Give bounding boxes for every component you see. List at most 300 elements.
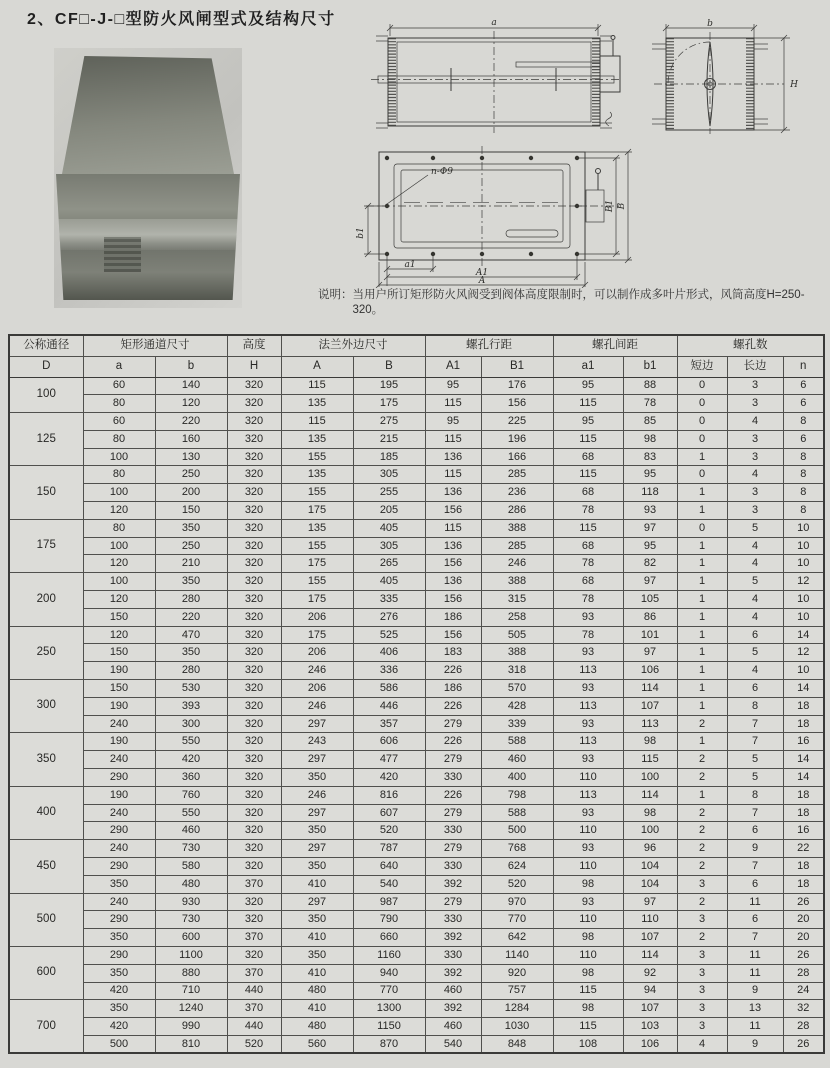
value-cell: 6 (727, 626, 783, 644)
value-cell: 1 (677, 537, 727, 555)
value-cell: 940 (353, 964, 425, 982)
value-cell: 0 (677, 395, 727, 413)
value-cell: 98 (553, 964, 623, 982)
value-cell: 1 (677, 644, 727, 662)
value-cell: 226 (425, 733, 481, 751)
value-cell: 2 (677, 751, 727, 769)
value-cell: 18 (783, 875, 824, 893)
value-cell: 93 (553, 608, 623, 626)
subheader-H: H (227, 356, 281, 377)
subheader-B1: B1 (481, 356, 553, 377)
value-cell: 120 (83, 555, 155, 573)
dim-label-A1: A1 (475, 268, 489, 278)
table-row (9, 573, 824, 591)
value-cell: 10 (783, 591, 824, 609)
value-cell: 80 (83, 395, 155, 413)
value-cell: 6 (727, 911, 783, 929)
value-cell: 18 (783, 804, 824, 822)
value-cell: 410 (281, 875, 353, 893)
value-cell: 970 (481, 893, 553, 911)
value-cell: 220 (155, 413, 227, 431)
value-cell: 300 (155, 715, 227, 733)
value-cell: 2 (677, 840, 727, 858)
value-cell: 206 (281, 644, 353, 662)
value-cell: 392 (425, 929, 481, 947)
value-cell: 236 (481, 484, 553, 502)
value-cell: 226 (425, 697, 481, 715)
value-cell: 1150 (353, 1018, 425, 1036)
value-cell: 2 (677, 715, 727, 733)
value-cell: 150 (155, 502, 227, 520)
value-cell: 255 (353, 484, 425, 502)
value-cell: 405 (353, 573, 425, 591)
value-cell: 660 (353, 929, 425, 947)
value-cell: 297 (281, 804, 353, 822)
value-cell: 28 (783, 964, 824, 982)
value-cell: 8 (783, 448, 824, 466)
damper-vent-patch (104, 237, 141, 272)
subheader-b1: b1 (623, 356, 677, 377)
value-cell: 113 (553, 733, 623, 751)
value-cell: 406 (353, 644, 425, 662)
hole-callout: n-Φ9 (431, 167, 453, 177)
subheader-long-side: 长边 (727, 356, 783, 377)
value-cell: 166 (481, 448, 553, 466)
value-cell: 285 (481, 537, 553, 555)
table-row (9, 911, 824, 929)
value-cell: 80 (83, 466, 155, 484)
value-cell: 240 (83, 751, 155, 769)
value-cell: 320 (227, 626, 281, 644)
value-cell: 115 (425, 430, 481, 448)
value-cell: 320 (227, 751, 281, 769)
value-cell: 350 (83, 929, 155, 947)
table-row (9, 715, 824, 733)
value-cell: 320 (227, 555, 281, 573)
value-cell: 600 (155, 929, 227, 947)
value-cell: 8 (783, 484, 824, 502)
value-cell: 156 (425, 626, 481, 644)
value-cell: 106 (623, 662, 677, 680)
value-cell: 4 (727, 662, 783, 680)
dim-label-h: H (790, 80, 798, 90)
value-cell: 115 (425, 466, 481, 484)
value-cell: 275 (353, 413, 425, 431)
value-cell: 120 (83, 626, 155, 644)
value-cell: 210 (155, 555, 227, 573)
value-cell: 330 (425, 769, 481, 787)
value-cell: 10 (783, 537, 824, 555)
value-cell: 16 (783, 822, 824, 840)
value-cell: 3 (727, 484, 783, 502)
value-cell: 440 (227, 982, 281, 1000)
value-cell: 186 (425, 608, 481, 626)
value-cell: 113 (553, 662, 623, 680)
value-cell: 80 (83, 519, 155, 537)
value-cell: 14 (783, 626, 824, 644)
value-cell: 520 (227, 1035, 281, 1053)
value-cell: 5 (727, 769, 783, 787)
value-cell: 1 (677, 697, 727, 715)
value-cell: 318 (481, 662, 553, 680)
value-cell: 11 (727, 1018, 783, 1036)
value-cell: 335 (353, 591, 425, 609)
value-cell: 155 (281, 448, 353, 466)
value-cell: 388 (481, 573, 553, 591)
dim-label-a1: a1 (404, 260, 416, 270)
value-cell: 160 (155, 430, 227, 448)
value-cell: 150 (83, 608, 155, 626)
value-cell: 110 (553, 911, 623, 929)
value-cell: 24 (783, 982, 824, 1000)
value-cell: 350 (281, 947, 353, 965)
value-cell: 730 (155, 911, 227, 929)
value-cell: 175 (281, 555, 353, 573)
value-cell: 108 (553, 1035, 623, 1053)
value-cell: 330 (425, 858, 481, 876)
value-cell: 136 (425, 484, 481, 502)
value-cell: 18 (783, 786, 824, 804)
value-cell: 540 (353, 875, 425, 893)
value-cell: 560 (281, 1035, 353, 1053)
value-cell: 330 (425, 822, 481, 840)
value-cell: 78 (553, 502, 623, 520)
value-cell: 98 (553, 1000, 623, 1018)
table-row (9, 1018, 824, 1036)
value-cell: 104 (623, 858, 677, 876)
value-cell: 240 (83, 804, 155, 822)
value-cell: 320 (227, 395, 281, 413)
value-cell: 11 (727, 964, 783, 982)
value-cell: 93 (553, 751, 623, 769)
value-cell: 477 (353, 751, 425, 769)
value-cell: 9 (727, 982, 783, 1000)
value-cell: 330 (425, 947, 481, 965)
subheader-A1: A1 (425, 356, 481, 377)
value-cell: 95 (425, 377, 481, 395)
value-cell: 88 (623, 377, 677, 395)
dn-cell: 200 (9, 573, 83, 626)
value-cell: 115 (425, 395, 481, 413)
value-cell: 290 (83, 858, 155, 876)
value-cell: 105 (623, 591, 677, 609)
value-cell: 320 (227, 484, 281, 502)
value-cell: 11 (727, 947, 783, 965)
value-cell: 1100 (155, 947, 227, 965)
value-cell: 279 (425, 840, 481, 858)
value-cell: 0 (677, 430, 727, 448)
table-row (9, 947, 824, 965)
value-cell: 405 (353, 519, 425, 537)
value-cell: 80 (83, 430, 155, 448)
value-cell: 460 (425, 982, 481, 1000)
value-cell: 446 (353, 697, 425, 715)
value-cell: 730 (155, 840, 227, 858)
dim-label-B: B (617, 202, 627, 210)
value-cell: 3 (677, 911, 727, 929)
value-cell: 12 (783, 644, 824, 662)
dim-label-b1: b1 (356, 227, 366, 239)
value-cell: 14 (783, 680, 824, 698)
value-cell: 93 (553, 893, 623, 911)
value-cell: 336 (353, 662, 425, 680)
damper-top-face (62, 56, 234, 174)
value-cell: 550 (155, 733, 227, 751)
value-cell: 68 (553, 537, 623, 555)
value-cell: 350 (155, 573, 227, 591)
value-cell: 10 (783, 519, 824, 537)
value-cell: 350 (83, 875, 155, 893)
value-cell: 320 (227, 947, 281, 965)
value-cell: 320 (227, 893, 281, 911)
value-cell: 350 (83, 1000, 155, 1018)
value-cell: 96 (623, 840, 677, 858)
value-cell: 8 (727, 697, 783, 715)
value-cell: 186 (425, 680, 481, 698)
table-row (9, 1035, 824, 1053)
header-hole-row-pitch: 螺孔行距 (425, 335, 553, 356)
value-cell: 240 (83, 840, 155, 858)
value-cell: 279 (425, 893, 481, 911)
dim-label-A: A (478, 276, 486, 286)
value-cell: 246 (281, 697, 353, 715)
table-row (9, 377, 824, 395)
subheader-short-side: 短边 (677, 356, 727, 377)
value-cell: 140 (155, 377, 227, 395)
value-cell: 320 (227, 573, 281, 591)
value-cell: 1 (677, 608, 727, 626)
value-cell: 101 (623, 626, 677, 644)
flange-view-drawing (354, 144, 656, 288)
table-row (9, 430, 824, 448)
value-cell: 360 (155, 769, 227, 787)
header-height: 高度 (227, 335, 281, 356)
value-cell: 3 (727, 430, 783, 448)
value-cell: 279 (425, 715, 481, 733)
value-cell: 350 (83, 964, 155, 982)
value-cell: 95 (623, 466, 677, 484)
subheader-a1: a1 (553, 356, 623, 377)
table-row (9, 395, 824, 413)
page-title: 2、CF□-J-□型防火风闸型式及结构尺寸 (27, 11, 336, 28)
value-cell: 305 (353, 537, 425, 555)
value-cell: 6 (783, 430, 824, 448)
value-cell: 100 (83, 484, 155, 502)
value-cell: 120 (155, 395, 227, 413)
value-cell: 420 (155, 751, 227, 769)
value-cell: 607 (353, 804, 425, 822)
value-cell: 420 (353, 769, 425, 787)
value-cell: 870 (353, 1035, 425, 1053)
value-cell: 78 (553, 626, 623, 644)
value-cell: 7 (727, 715, 783, 733)
note-text: 当用户所订矩形防火风阀受到阀体高度限制时，可以制作成多叶片形式，风筒高度H=250-320。 (352, 289, 805, 316)
value-cell: 757 (481, 982, 553, 1000)
value-cell: 339 (481, 715, 553, 733)
value-cell: 97 (623, 893, 677, 911)
table-row (9, 502, 824, 520)
header-nominal-diameter: 公称通径 (9, 335, 83, 356)
value-cell: 98 (623, 804, 677, 822)
value-cell: 104 (623, 875, 677, 893)
value-cell: 4 (727, 466, 783, 484)
value-cell: 787 (353, 840, 425, 858)
value-cell: 85 (623, 413, 677, 431)
value-cell: 420 (83, 1018, 155, 1036)
value-cell: 570 (481, 680, 553, 698)
dimension-table (8, 334, 825, 1054)
value-cell: 18 (783, 858, 824, 876)
value-cell: 588 (481, 733, 553, 751)
value-cell: 20 (783, 911, 824, 929)
dim-label-B1: B1 (605, 199, 615, 213)
value-cell: 586 (353, 680, 425, 698)
value-cell: 320 (227, 608, 281, 626)
table-row (9, 786, 824, 804)
table-row (9, 875, 824, 893)
value-cell: 110 (553, 947, 623, 965)
value-cell: 500 (83, 1035, 155, 1053)
value-cell: 3 (727, 377, 783, 395)
value-cell: 22 (783, 840, 824, 858)
value-cell: 7 (727, 733, 783, 751)
value-cell: 392 (425, 1000, 481, 1018)
damper-highlight-band (56, 219, 240, 249)
value-cell: 930 (155, 893, 227, 911)
value-cell: 92 (623, 964, 677, 982)
value-cell: 78 (553, 591, 623, 609)
value-cell: 107 (623, 1000, 677, 1018)
value-cell: 280 (155, 662, 227, 680)
value-cell: 4 (727, 555, 783, 573)
value-cell: 305 (353, 466, 425, 484)
value-cell: 6 (783, 377, 824, 395)
value-cell: 118 (623, 484, 677, 502)
table-row (9, 751, 824, 769)
value-cell: 190 (83, 697, 155, 715)
value-cell: 156 (425, 502, 481, 520)
dn-cell: 400 (9, 786, 83, 839)
value-cell: 410 (281, 964, 353, 982)
dn-cell: 600 (9, 947, 83, 1000)
value-cell: 78 (623, 395, 677, 413)
table-row (9, 804, 824, 822)
value-cell: 100 (83, 448, 155, 466)
value-cell: 848 (481, 1035, 553, 1053)
value-cell: 520 (353, 822, 425, 840)
value-cell: 550 (155, 804, 227, 822)
product-photo (54, 48, 242, 308)
value-cell: 710 (155, 982, 227, 1000)
value-cell: 68 (553, 448, 623, 466)
value-cell: 3 (677, 947, 727, 965)
dn-cell: 450 (9, 840, 83, 893)
value-cell: 155 (281, 573, 353, 591)
value-cell: 106 (623, 1035, 677, 1053)
value-cell: 388 (481, 519, 553, 537)
value-cell: 320 (227, 786, 281, 804)
value-cell: 150 (83, 680, 155, 698)
value-cell: 115 (553, 466, 623, 484)
value-cell: 320 (227, 430, 281, 448)
value-cell: 8 (783, 502, 824, 520)
value-cell: 185 (353, 448, 425, 466)
value-cell: 5 (727, 573, 783, 591)
value-cell: 114 (623, 786, 677, 804)
value-cell: 810 (155, 1035, 227, 1053)
value-cell: 176 (481, 377, 553, 395)
value-cell: 370 (227, 964, 281, 982)
value-cell: 428 (481, 697, 553, 715)
value-cell: 3 (727, 448, 783, 466)
value-cell: 8 (783, 413, 824, 431)
value-cell: 320 (227, 662, 281, 680)
value-cell: 320 (227, 733, 281, 751)
value-cell: 190 (83, 786, 155, 804)
value-cell: 1 (677, 626, 727, 644)
table-row (9, 982, 824, 1000)
value-cell: 10 (783, 555, 824, 573)
value-cell: 320 (227, 519, 281, 537)
value-cell: 350 (281, 822, 353, 840)
value-cell: 115 (281, 377, 353, 395)
side-view-drawing (632, 18, 810, 144)
table-row (9, 840, 824, 858)
table-row (9, 964, 824, 982)
value-cell: 8 (727, 786, 783, 804)
value-cell: 2 (677, 929, 727, 947)
value-cell: 460 (425, 1018, 481, 1036)
value-cell: 115 (553, 395, 623, 413)
value-cell: 3 (677, 1000, 727, 1018)
value-cell: 1 (677, 555, 727, 573)
value-cell: 279 (425, 751, 481, 769)
value-cell: 320 (227, 858, 281, 876)
value-cell: 3 (677, 1018, 727, 1036)
value-cell: 115 (553, 1018, 623, 1036)
value-cell: 920 (481, 964, 553, 982)
value-cell: 250 (155, 466, 227, 484)
value-cell: 9 (727, 1035, 783, 1053)
value-cell: 320 (227, 591, 281, 609)
table-row (9, 769, 824, 787)
table-row (9, 644, 824, 662)
value-cell: 400 (481, 769, 553, 787)
value-cell: 100 (623, 822, 677, 840)
value-cell: 990 (155, 1018, 227, 1036)
value-cell: 226 (425, 786, 481, 804)
value-cell: 770 (481, 911, 553, 929)
value-cell: 3 (727, 502, 783, 520)
value-cell: 156 (425, 555, 481, 573)
value-cell: 86 (623, 608, 677, 626)
value-cell: 93 (553, 804, 623, 822)
value-cell: 13 (727, 1000, 783, 1018)
header-channel-size: 矩形通道尺寸 (83, 335, 227, 356)
value-cell: 97 (623, 519, 677, 537)
value-cell: 95 (553, 377, 623, 395)
value-cell: 246 (281, 786, 353, 804)
value-cell: 156 (425, 591, 481, 609)
value-cell: 206 (281, 608, 353, 626)
value-cell: 297 (281, 893, 353, 911)
value-cell: 175 (281, 626, 353, 644)
value-cell: 5 (727, 519, 783, 537)
value-cell: 114 (623, 680, 677, 698)
value-cell: 114 (623, 947, 677, 965)
value-cell: 12 (783, 573, 824, 591)
value-cell: 97 (623, 644, 677, 662)
